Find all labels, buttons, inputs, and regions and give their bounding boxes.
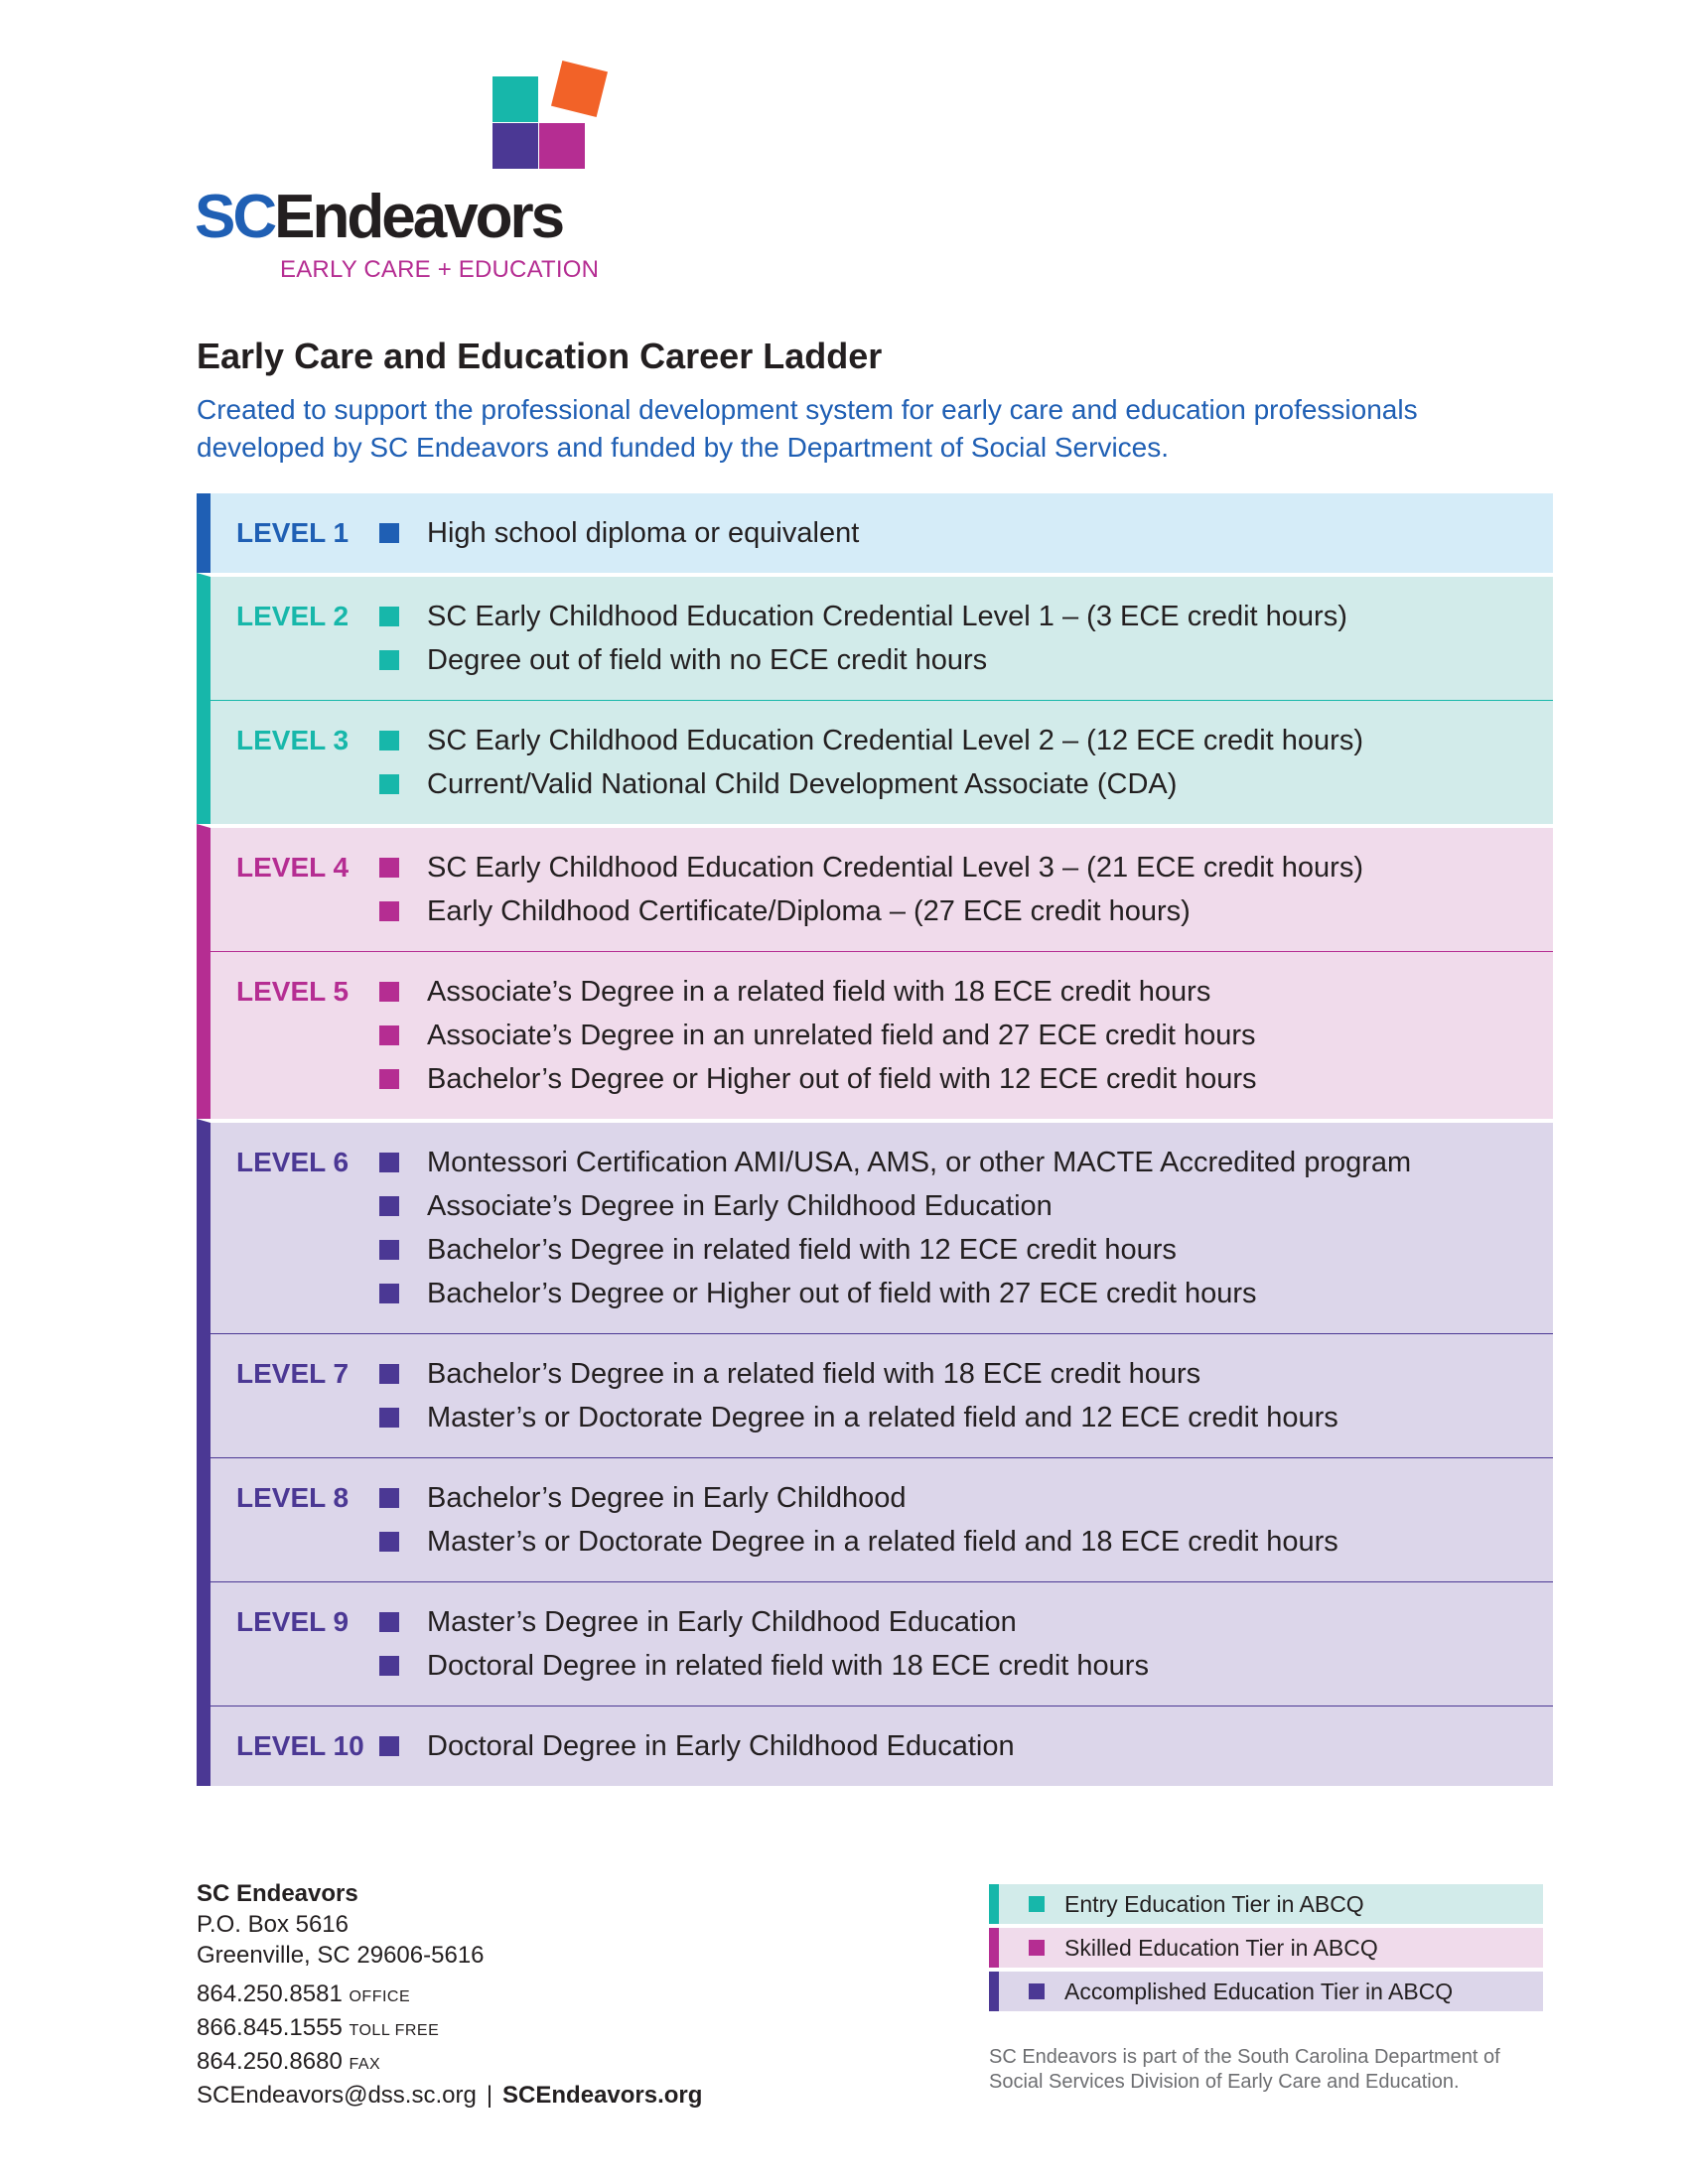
logo-wordmark-endeavors: Endeavors — [274, 183, 563, 251]
requirement-item — [379, 1141, 1411, 1184]
contact-address — [197, 1878, 702, 2111]
fax-number: 864.250.8680 — [197, 2048, 343, 2075]
page-title: Early Care and Education Career Ladder — [197, 336, 883, 376]
requirement-item — [379, 1014, 1257, 1057]
square-bullet-icon — [379, 1069, 399, 1089]
level-row — [197, 1457, 1553, 1581]
logo-wordmark-sc: SC — [195, 183, 275, 251]
level-label: LEVEL 4 — [236, 852, 350, 883]
square-bullet-icon — [379, 1240, 399, 1260]
requirement-text: Associate’s Degree in a related field with 18 ECE credit hours — [427, 975, 1211, 1008]
square-bullet-icon — [379, 858, 399, 878]
phone-tollfree-label: TOLL FREE — [349, 2022, 440, 2039]
square-bullet-icon — [379, 1196, 399, 1216]
email-website-line — [197, 2080, 702, 2111]
address-line-2: Greenville, SC 29606-5616 — [197, 1942, 485, 1969]
square-bullet-icon — [1029, 1896, 1045, 1912]
square-bullet-icon — [379, 731, 399, 751]
level-requirements — [379, 1141, 1411, 1315]
email-link[interactable]: SCEndeavors@dss.sc.org — [197, 2082, 477, 2109]
logo-orange-square — [551, 61, 608, 117]
requirement-item — [379, 638, 1347, 682]
requirement-text: High school diploma or equivalent — [427, 516, 860, 549]
square-bullet-icon — [379, 607, 399, 626]
level-requirements — [379, 511, 859, 555]
requirement-item — [379, 1352, 1338, 1396]
square-bullet-icon — [379, 1025, 399, 1045]
requirement-text: SC Early Childhood Education Credential Level 3 – (21 ECE credit hours) — [427, 851, 1363, 884]
square-bullet-icon — [379, 774, 399, 794]
phone-tollfree-number: 866.845.1555 — [197, 2014, 343, 2041]
sc-endeavors-logo — [195, 58, 632, 296]
level-row — [197, 1119, 1553, 1333]
level-label: LEVEL 1 — [236, 517, 350, 548]
level-requirements — [379, 1352, 1338, 1439]
requirement-text: Associate’s Degree in Early Childhood Education — [427, 1189, 1053, 1222]
requirement-item — [379, 595, 1347, 638]
requirement-text: SC Early Childhood Education Credential Level 2 – (12 ECE credit hours) — [427, 724, 1363, 756]
square-bullet-icon — [379, 650, 399, 670]
level-row — [197, 824, 1553, 951]
fax-label: FAX — [349, 2056, 381, 2073]
requirement-text: Doctoral Degree in Early Childhood Education — [427, 1729, 1015, 1762]
square-bullet-icon — [379, 982, 399, 1002]
requirement-text: Early Childhood Certificate/Diploma – (27 ECE credit hours) — [427, 894, 1191, 927]
requirement-item — [379, 762, 1363, 806]
square-bullet-icon — [379, 1284, 399, 1303]
level-requirements — [379, 595, 1347, 682]
requirement-text: Bachelor’s Degree or Higher out of field with 27 ECE credit hours — [427, 1277, 1257, 1309]
requirement-item — [379, 1057, 1257, 1101]
legend-item-purple — [989, 1972, 1543, 2011]
requirement-text: Bachelor’s Degree in related field with 12 ECE credit hours — [427, 1233, 1177, 1266]
square-bullet-icon — [379, 1364, 399, 1384]
level-row — [197, 1706, 1553, 1786]
phone-fax — [197, 2046, 702, 2080]
requirement-item — [379, 1396, 1338, 1439]
level-label: LEVEL 9 — [236, 1606, 350, 1637]
career-ladder-table — [197, 493, 1553, 1786]
requirement-item — [379, 1644, 1149, 1688]
phone-office — [197, 1979, 702, 2012]
phone-office-number: 864.250.8581 — [197, 1980, 343, 2007]
legend-label: Entry Education Tier in ABCQ — [1064, 1890, 1364, 1917]
requirement-item — [379, 1228, 1411, 1272]
legend-label: Accomplished Education Tier in ABCQ — [1064, 1978, 1454, 2004]
phone-tollfree — [197, 2012, 702, 2046]
phone-office-label: OFFICE — [349, 1988, 411, 2005]
requirement-text: Associate’s Degree in an unrelated field and 27 ECE credit hours — [427, 1019, 1256, 1051]
level-label: LEVEL 8 — [236, 1482, 350, 1513]
level-requirements — [379, 719, 1363, 806]
requirement-item — [379, 970, 1257, 1014]
website-link[interactable]: SCEndeavors.org — [502, 2082, 703, 2109]
legend-label: Skilled Education Tier in ABCQ — [1064, 1934, 1378, 1961]
disclaimer-text: SC Endeavors is part of the South Carolina Department of Social Services Division of Early Care and Education. — [989, 2046, 1500, 2093]
requirement-item — [379, 1520, 1338, 1564]
level-requirements — [379, 846, 1363, 933]
requirement-item — [379, 719, 1363, 762]
logo-purple-square — [492, 123, 538, 169]
page-subtitle: Created to support the professional development system for early care and education professionals developed by SC Endeavors and funded by the Department of Social Services. — [197, 394, 1418, 463]
square-bullet-icon — [379, 1736, 399, 1756]
logo-magenta-square — [539, 123, 585, 169]
requirement-item — [379, 1272, 1411, 1315]
address-line-1: P.O. Box 5616 — [197, 1911, 349, 1938]
logo-teal-square — [492, 76, 538, 122]
level-requirements — [379, 1724, 1015, 1768]
requirement-text: Bachelor’s Degree in Early Childhood — [427, 1481, 907, 1514]
requirement-text: Master’s Degree in Early Childhood Education — [427, 1605, 1017, 1638]
level-row — [197, 493, 1553, 573]
requirement-text: Montessori Certification AMI/USA, AMS, or other MACTE Accredited program — [427, 1146, 1412, 1178]
requirement-item — [379, 1724, 1015, 1768]
square-bullet-icon — [379, 1408, 399, 1428]
level-row — [197, 951, 1553, 1119]
legend-item-pink — [989, 1928, 1543, 1968]
square-bullet-icon — [379, 523, 399, 543]
requirement-text: Current/Valid National Child Development Associate (CDA) — [427, 767, 1178, 800]
square-bullet-icon — [1029, 1940, 1045, 1956]
level-label: LEVEL 2 — [236, 601, 350, 631]
requirement-item — [379, 846, 1363, 889]
square-bullet-icon — [379, 1612, 399, 1632]
legend-item-teal — [989, 1884, 1543, 1924]
requirement-text: Master’s or Doctorate Degree in a related field and 12 ECE credit hours — [427, 1401, 1338, 1433]
square-bullet-icon — [379, 1153, 399, 1172]
logo-tagline: EARLY CARE + EDUCATION — [280, 256, 600, 283]
square-bullet-icon — [379, 1488, 399, 1508]
tier-legend — [989, 1884, 1543, 2015]
level-requirements — [379, 1476, 1338, 1564]
level-row — [197, 1581, 1553, 1706]
level-label: LEVEL 6 — [236, 1147, 350, 1177]
square-bullet-icon — [379, 1532, 399, 1552]
square-bullet-icon — [379, 1656, 399, 1676]
requirement-text: SC Early Childhood Education Credential Level 1 – (3 ECE credit hours) — [427, 600, 1347, 632]
level-row — [197, 1333, 1553, 1457]
square-bullet-icon — [1029, 1983, 1045, 1999]
org-name: SC Endeavors — [197, 1880, 358, 1907]
level-requirements — [379, 970, 1257, 1101]
requirement-item — [379, 1184, 1411, 1228]
logo-wordmark — [195, 183, 563, 251]
requirement-item — [379, 511, 859, 555]
separator: | — [486, 2082, 493, 2109]
level-label: LEVEL 10 — [236, 1730, 364, 1761]
requirement-text: Bachelor’s Degree in a related field with 18 ECE credit hours — [427, 1357, 1201, 1390]
level-label: LEVEL 3 — [236, 725, 350, 755]
requirement-item — [379, 1600, 1149, 1644]
requirement-text: Degree out of field with no ECE credit hours — [427, 643, 988, 676]
level-row — [197, 573, 1553, 700]
level-requirements — [379, 1600, 1149, 1688]
requirement-item — [379, 889, 1363, 933]
requirement-text: Doctoral Degree in related field with 18 ECE credit hours — [427, 1649, 1149, 1682]
square-bullet-icon — [379, 901, 399, 921]
requirement-text: Master’s or Doctorate Degree in a related field and 18 ECE credit hours — [427, 1525, 1338, 1558]
level-row — [197, 700, 1553, 824]
level-label: LEVEL 7 — [236, 1358, 350, 1389]
level-label: LEVEL 5 — [236, 976, 350, 1007]
requirement-text: Bachelor’s Degree or Higher out of field with 12 ECE credit hours — [427, 1062, 1257, 1095]
requirement-item — [379, 1476, 1338, 1520]
